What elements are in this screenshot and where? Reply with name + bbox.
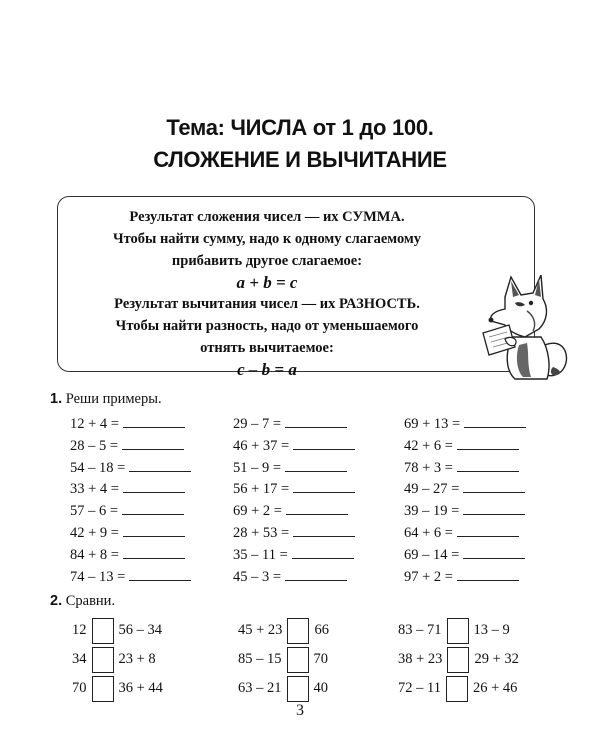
comparison-answer-box[interactable] bbox=[446, 676, 468, 702]
comparison-item bbox=[72, 616, 162, 644]
comparison-answer-box[interactable] bbox=[92, 647, 114, 673]
page-number: 3 bbox=[296, 702, 304, 719]
comparison-left: 12 bbox=[72, 622, 87, 638]
comparison-left: 34 bbox=[72, 651, 87, 667]
answer-blank[interactable] bbox=[457, 458, 519, 472]
fox-illustration bbox=[475, 275, 575, 387]
task2-text: Сравни. bbox=[65, 593, 116, 609]
example-item bbox=[404, 436, 519, 455]
rule-line: Результат вычитания чисел — их РАЗНОСТЬ. bbox=[114, 296, 420, 312]
comparison-item bbox=[238, 645, 328, 673]
comparison-item bbox=[72, 674, 163, 702]
answer-blank[interactable] bbox=[457, 436, 519, 450]
answer-blank[interactable] bbox=[457, 567, 519, 581]
answer-blank[interactable] bbox=[457, 523, 519, 537]
answer-blank[interactable] bbox=[123, 479, 185, 493]
example-item bbox=[70, 523, 185, 542]
comparison-left: 45 + 23 bbox=[238, 622, 283, 638]
example-item bbox=[404, 414, 526, 433]
example-expression: 49 – 27 = bbox=[404, 481, 460, 498]
example-expression: 97 + 2 = bbox=[404, 568, 453, 585]
example-expression: 42 + 9 = bbox=[70, 525, 119, 541]
comparison-answer-box[interactable] bbox=[92, 618, 114, 644]
example-item bbox=[404, 567, 519, 586]
comparison-answer-box[interactable] bbox=[287, 676, 309, 702]
example-item bbox=[70, 567, 191, 586]
comparison-item bbox=[398, 645, 519, 673]
example-item bbox=[70, 414, 185, 433]
task1-text: Реши примеры. bbox=[65, 391, 162, 407]
comparison-answer-box[interactable] bbox=[287, 647, 309, 673]
page-title-line1: Тема: ЧИСЛА от 1 до 100. bbox=[166, 115, 434, 140]
task1-number: 1. bbox=[50, 391, 63, 407]
answer-blank[interactable] bbox=[293, 436, 355, 450]
answer-blank[interactable] bbox=[285, 458, 347, 472]
comparison-right: 70 bbox=[313, 651, 328, 667]
comparison-right: 66 bbox=[314, 622, 329, 638]
comparison-answer-box[interactable] bbox=[287, 618, 309, 644]
comparison-item bbox=[238, 674, 328, 702]
example-expression: 51 – 9 = bbox=[233, 459, 282, 476]
example-item bbox=[233, 567, 347, 586]
example-expression: 29 – 7 = bbox=[233, 416, 282, 432]
example-expression: 64 + 6 = bbox=[404, 525, 453, 541]
comparison-right: 36 + 44 bbox=[118, 680, 163, 696]
answer-blank[interactable] bbox=[464, 414, 526, 428]
comparison-left: 72 – 11 bbox=[398, 680, 441, 696]
answer-blank[interactable] bbox=[293, 523, 355, 537]
comparison-item bbox=[398, 674, 517, 702]
answer-blank[interactable] bbox=[286, 501, 348, 515]
answer-blank[interactable] bbox=[129, 567, 191, 581]
task2-number: 2. bbox=[50, 593, 63, 609]
comparison-item bbox=[72, 645, 156, 673]
comparison-item bbox=[398, 616, 510, 644]
comparison-item bbox=[238, 616, 329, 644]
example-expression: 78 + 3 = bbox=[404, 459, 453, 476]
example-item bbox=[404, 458, 519, 477]
example-item bbox=[70, 436, 184, 455]
example-item bbox=[233, 545, 354, 564]
example-expression: 56 + 17 = bbox=[233, 481, 290, 498]
example-expression: 69 + 13 = bbox=[404, 416, 461, 432]
rule-line: прибавить другое слагаемое: bbox=[171, 253, 363, 269]
example-expression: 74 – 13 = bbox=[70, 568, 126, 585]
answer-blank[interactable] bbox=[123, 523, 185, 537]
comparison-left: 38 + 23 bbox=[398, 651, 443, 667]
example-item bbox=[233, 414, 347, 433]
answer-blank[interactable] bbox=[123, 545, 185, 559]
comparison-answer-box[interactable] bbox=[447, 647, 469, 673]
example-item bbox=[233, 479, 355, 498]
answer-blank[interactable] bbox=[285, 414, 347, 428]
example-item bbox=[233, 436, 355, 455]
answer-blank[interactable] bbox=[122, 436, 184, 450]
example-item bbox=[404, 545, 525, 564]
answer-blank[interactable] bbox=[292, 545, 354, 559]
example-item bbox=[233, 523, 355, 542]
rule-line: отнять вычитаемое: bbox=[200, 340, 334, 356]
example-item bbox=[70, 545, 185, 564]
example-expression: 69 + 2 = bbox=[233, 503, 282, 520]
rule-line: Результат сложения чисел — их СУММА. bbox=[129, 209, 405, 225]
rule-line: Чтобы найти сумму, надо к одному слагаемому bbox=[112, 231, 422, 247]
example-item bbox=[70, 458, 191, 477]
example-item bbox=[404, 479, 525, 498]
example-expression: 84 + 8 = bbox=[70, 546, 119, 563]
comparison-right: 13 – 9 bbox=[473, 622, 510, 638]
comparison-left: 83 – 71 bbox=[398, 622, 442, 638]
task1-label bbox=[50, 391, 162, 408]
page-title-line2: СЛОЖЕНИЕ И ВЫЧИТАНИЕ bbox=[153, 147, 447, 172]
answer-blank[interactable] bbox=[122, 501, 184, 515]
comparison-right: 23 + 8 bbox=[118, 651, 156, 667]
answer-blank[interactable] bbox=[463, 479, 525, 493]
comparison-right: 56 – 34 bbox=[118, 622, 162, 638]
formula-subtraction: c – b = a bbox=[237, 360, 297, 379]
example-item bbox=[233, 501, 348, 520]
answer-blank[interactable] bbox=[285, 567, 347, 581]
example-item bbox=[404, 501, 525, 520]
comparison-left: 70 bbox=[72, 680, 87, 696]
example-expression: 35 – 11 = bbox=[233, 546, 288, 563]
example-expression: 28 – 5 = bbox=[70, 437, 119, 454]
formula-addition: a + b = c bbox=[236, 273, 298, 292]
example-item bbox=[404, 523, 519, 542]
answer-blank[interactable] bbox=[463, 545, 525, 559]
rule-line: Чтобы найти разность, надо от уменьшаемого bbox=[115, 318, 419, 334]
example-expression: 69 – 14 = bbox=[404, 546, 460, 563]
comparison-right: 26 + 46 bbox=[472, 680, 518, 696]
comparison-left: 85 – 15 bbox=[238, 651, 282, 667]
answer-blank[interactable] bbox=[463, 501, 525, 515]
example-expression: 45 – 3 = bbox=[233, 568, 282, 585]
answer-blank[interactable] bbox=[293, 479, 355, 493]
task2-label bbox=[50, 593, 115, 610]
example-expression: 42 + 6 = bbox=[404, 437, 453, 454]
comparison-right: 40 bbox=[313, 680, 328, 696]
example-expression: 57 – 6 = bbox=[70, 503, 119, 520]
example-expression: 12 + 4 = bbox=[70, 416, 119, 432]
comparison-answer-box[interactable] bbox=[92, 676, 114, 702]
comparison-left: 63 – 21 bbox=[238, 680, 282, 696]
example-expression: 28 + 53 = bbox=[233, 525, 290, 541]
comparison-right: 29 + 32 bbox=[474, 651, 519, 667]
example-expression: 39 – 19 = bbox=[404, 503, 460, 520]
example-expression: 54 – 18 = bbox=[70, 459, 126, 476]
example-item bbox=[70, 479, 185, 498]
answer-blank[interactable] bbox=[123, 414, 185, 428]
comparison-answer-box[interactable] bbox=[447, 618, 469, 644]
example-item bbox=[233, 458, 347, 477]
answer-blank[interactable] bbox=[129, 458, 191, 472]
example-expression: 33 + 4 = bbox=[70, 481, 119, 498]
example-expression: 46 + 37 = bbox=[233, 437, 290, 454]
example-item bbox=[70, 501, 184, 520]
